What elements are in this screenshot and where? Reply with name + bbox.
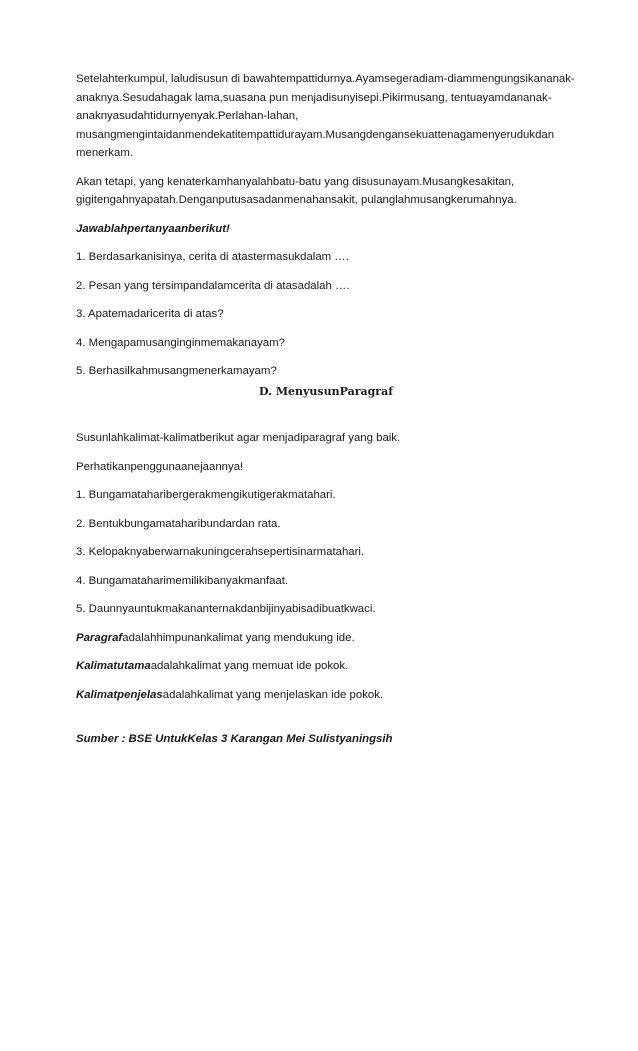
definition-term: Kalimatutama xyxy=(76,660,151,672)
instruction-1: Susunlahkalimat-kalimatberikut agar menjadiparagraf yang baik. xyxy=(76,432,401,444)
definition-term: Kalimatpenjelas xyxy=(76,688,163,701)
document-page xyxy=(76,70,576,759)
question-4: 4. Mengapamusanginginmemakanayam? xyxy=(76,336,285,349)
definition-text: adalahkalimat yang menjelaskan ide pokok. xyxy=(162,688,384,701)
questions-title: Jawablahpertanyaanberikut! xyxy=(76,222,230,235)
question-5: 5. Berhasilkahmusangmenerkamayam? xyxy=(76,365,277,377)
definition-term: Paragraf xyxy=(76,631,123,644)
spacer xyxy=(76,411,576,429)
question-1: 1. Berdasarkanisinya, cerita di atastermasukdalam …. xyxy=(76,251,349,263)
sentence-2: 2. Bentukbungamataharibundardan rata. xyxy=(76,517,281,530)
story-paragraph-2: Akan tetapi, yang kenaterkamhanyalahbatu-batu yang disusunayam.Musangkesakitan, gigitengahnyapatah.Denganputusasadanmenahansakit, pulanglahmusangkerumahnya. xyxy=(76,175,517,206)
sentence-1: 1. Bungamataharibergerakmengikutigerakmatahari. xyxy=(76,489,336,501)
definition-kalimat-penjelas xyxy=(76,686,576,705)
question-3: 3. Apatemadaricerita di atas? xyxy=(76,308,224,320)
story-paragraph-1: Setelahterkumpul, laludisusun di bawahtempattidurnya.Ayamsegeradiam-diammengungsikananak-anaknya.Sesudahagak lama,suasana pun menjadisunyisepi.Pikirmusang, tentuayamdananak-anaknyasudahtidurnyenyak.Perlahan-lahan, musangmengintaidanmendekatitempattidurayam.Musangdengansekuattenagamenyerudukdan menerkam. xyxy=(76,73,575,159)
instruction-2: Perhatikanpenggunaanejaannya! xyxy=(76,460,244,473)
definition-text: adalahhimpunankalimat yang mendukung ide. xyxy=(122,631,355,644)
definition-paragraf xyxy=(76,629,576,648)
source-citation: Sumber : BSE UntukKelas 3 Karangan Mei Sulistyaningsih xyxy=(76,733,393,745)
question-2: 2. Pesan yang tersimpandalamcerita di atasadalah …. xyxy=(76,279,350,292)
sentence-4: 4. Bungamataharimemilikibanyakmanfaat. xyxy=(76,574,289,587)
spacer xyxy=(76,714,576,730)
section-heading: D. MenyusunParagraf xyxy=(259,384,393,398)
definition-kalimat-utama xyxy=(76,657,576,676)
sentence-3: 3. Kelopaknyaberwarnakuningcerahsepertisinarmatahari. xyxy=(76,546,365,558)
definition-text: adalahkalimat yang memuat ide pokok. xyxy=(150,660,349,672)
sentence-5: 5. Daunnyauntukmakananternakdanbijinyabisadibuatkwaci. xyxy=(76,603,376,615)
